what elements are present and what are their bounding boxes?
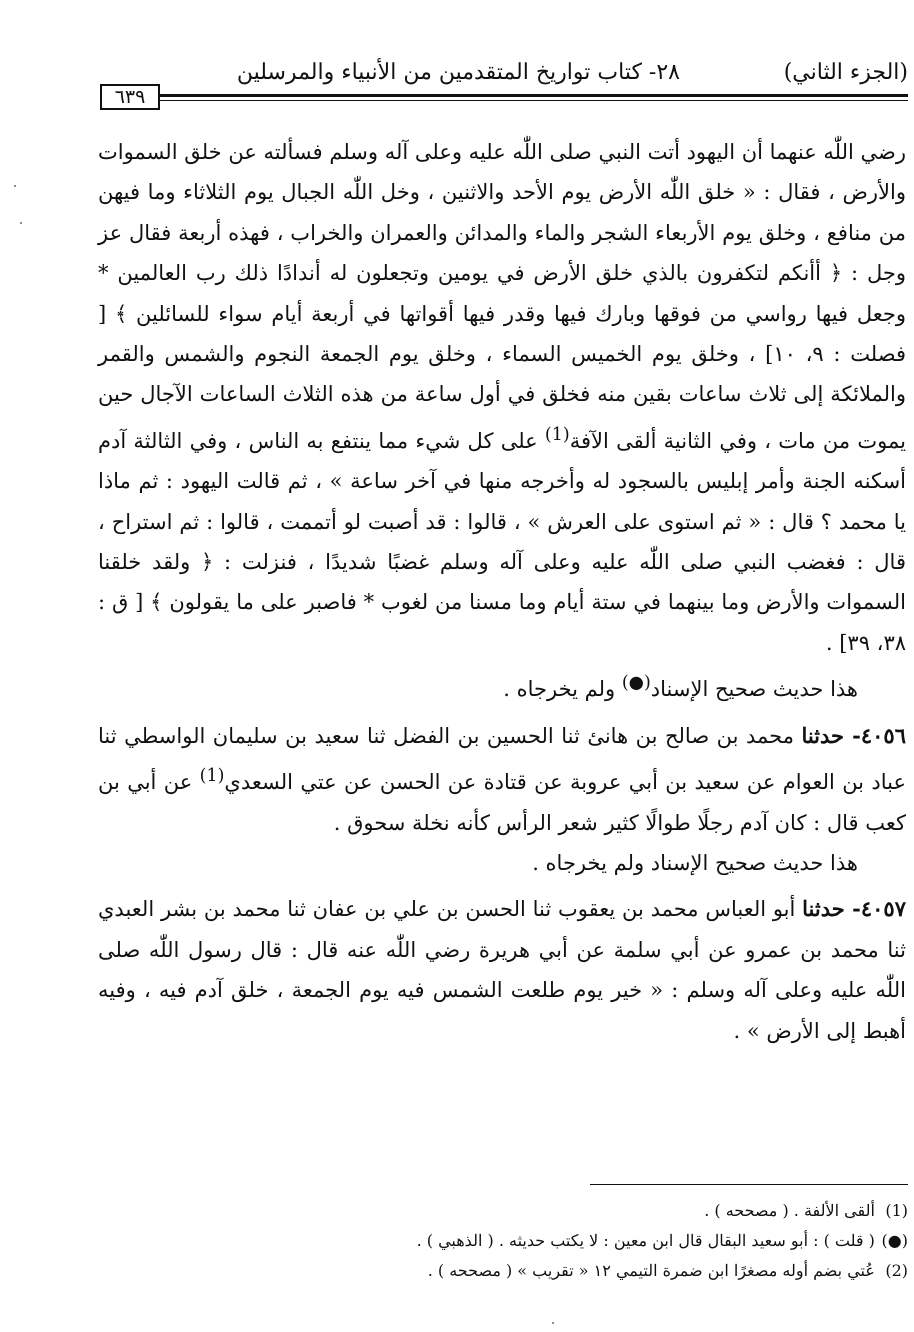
footnotes <box>140 1196 908 1286</box>
footnote-text: ألقى الألفة . ( مصححه ) . <box>704 1201 875 1220</box>
header-rule <box>160 94 908 97</box>
footnote-text: عُتي بضم أوله مصغرًا ابن ضمرة التيمي ١٢ « تقريب » ( مصححه ) . <box>427 1261 875 1280</box>
page-number: ٦٣٩ <box>100 84 160 110</box>
footnote-marker: (1) <box>885 1201 908 1220</box>
hadith-text: محمد بن صالح بن هانئ ثنا الحسين بن الفضل ثنا سعيد بن سليمان الواسطي ثنا عباد بن العوام عن سعيد بن أبي عروبة عن قتادة عن الحسن عن عتي السعدي <box>98 723 906 795</box>
hadith-text-tail: عن أبي بن كعب قال : كان آدم رجلًا طوالًا كثير شعر الرأس كأنه نخلة سحوق . <box>98 770 906 835</box>
footnote-item <box>140 1256 908 1286</box>
hadith-number: ٤٠٥٦- <box>852 722 906 748</box>
footnote-marker: (2) <box>885 1261 908 1280</box>
hadith-number: ٤٠٥٧- <box>852 896 906 922</box>
page-header <box>100 52 908 108</box>
scan-speck <box>552 1322 554 1324</box>
volume-label: (الجزء الثاني) <box>783 60 908 85</box>
scan-speck <box>14 185 16 187</box>
footnote-item <box>140 1226 908 1256</box>
chapter-title: ٢٨- كتاب تواريخ المتقدمين من الأنبياء والمرسلين <box>236 60 680 85</box>
footnote-separator <box>590 1184 908 1185</box>
header-rule-thin <box>160 100 908 101</box>
hadith-4056 <box>98 716 906 843</box>
paragraph-text-tail: على كل شيء مما ينتفع به الناس ، وفي الثالثة آدم أسكنه الجنة وأمر إبليس بالسجود له وأخرجه منها في آخر ساعة » ، ثم قالت اليهود : ثم ماذا يا محمد ؟ قال : « ثم استوى على العرش » ، قالوا : قد أصبت لو أتممت ، قالوا : ثم استراح ، قال : فغضب النبي صلى اللّٰه عليه وعلى آله وسلم غضبًا شديدًا ، فنزلت : ﴿ ولقد خلقنا السموات والأرض وما بينهما في ستة أيام وما مسنا من لغوب * فاصبر على ما يقولون ﴾ [ ق : ٣٨، ٣٩] . <box>98 428 906 655</box>
scan-speck <box>20 222 22 224</box>
grading-text-tail: ولم يخرجاه . <box>503 677 622 702</box>
footnote-ref: (●) <box>621 673 651 694</box>
grading-line: هذا حديث صحيح الإسناد ولم يخرجاه . <box>532 850 858 875</box>
footnote-ref: (1) <box>199 766 225 787</box>
grading-text: هذا حديث صحيح الإسناد <box>650 677 858 702</box>
grading-line <box>98 663 906 709</box>
footnote-ref: (1) <box>544 424 570 445</box>
narration-keyword: حدثنا <box>801 722 853 748</box>
main-text <box>98 132 906 1051</box>
hadith-4057 <box>98 889 906 1051</box>
hadith-text: أبو العباس محمد بن يعقوب ثنا الحسن بن علي بن عفان ثنا محمد بن بشر العبدي ثنا محمد بن عمرو عن أبي سلمة عن أبي هريرة رضي اللّٰه عنه قال : قال رسول اللّٰه صلى اللّٰه عليه وعلى آله وسلم : « خير يوم طلعت الشمس فيه يوم الجمعة ، خلق آدم فيه ، وفيه أهبط إلى الأرض » . <box>98 897 906 1043</box>
paragraph-text: رضي اللّٰه عنهما أن اليهود أتت النبي صلى اللّٰه عليه وعلى آله وسلم فسألته عن خلق السموات والأرض ، فقال : « خلق اللّٰه الأرض يوم الأحد والاثنين ، وخل اللّٰه الجبال يوم الثلاثاء وما فيهن من منافع ، وخلق يوم الأربعاء الشجر والماء والمدائن والعمران والخراب ، فهذه أربعة فقال عز وجل : ﴿ أأنكم لتكفرون بالذي خلق الأرض في يومين وتجعلون له أندادًا ذلك رب العالمين * وجعل فيها رواسي من فوقها وبارك فيها وقدر فيها أقواتها في أربعة أيام سواء للسائلين ﴾ [ فصلت : ٩، ١٠] ، وخلق يوم الخميس السماء ، وخلق يوم الجمعة النجوم والشمس والقمر والملائكة إلى ثلاث ساعات بقين منه فخلق في أول ساعة من هذه الثلاث الساعات الآجال حين يموت من مات ، وفي الثانية ألقى الآفة <box>97 140 907 453</box>
narration-keyword: حدثنا <box>802 896 853 922</box>
footnote-marker: (●) <box>881 1231 908 1250</box>
footnote-text: ( قلت ) : أبو سعيد البقال قال ابن معين : لا يكتب حديثه . ( الذهبي ) . <box>416 1231 875 1250</box>
footnote-item <box>140 1196 908 1226</box>
hadith-continuation-paragraph <box>98 132 906 663</box>
